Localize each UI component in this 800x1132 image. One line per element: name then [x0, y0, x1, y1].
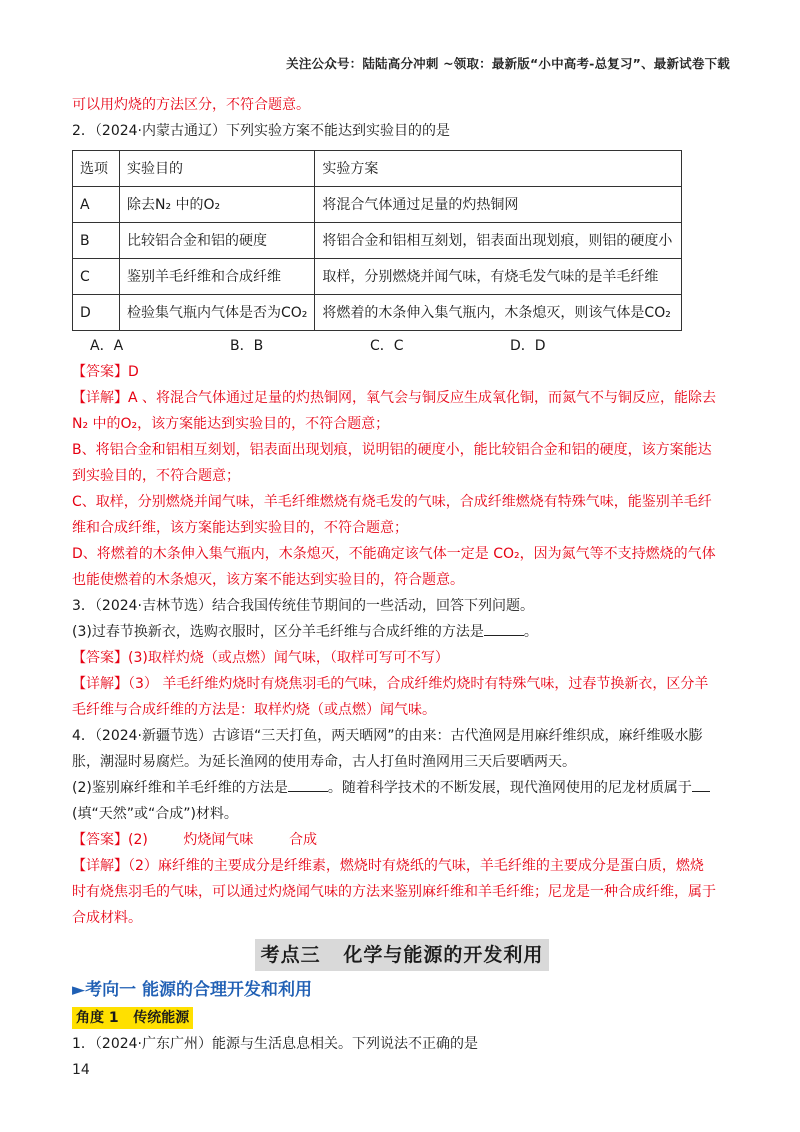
detail-line: 到实验目的，不符合题意；	[72, 468, 240, 484]
q4-sub-last: (填“天然”或“合成”)材料。	[72, 806, 238, 822]
table-cell: 比较铝合金和铝的硬度	[120, 223, 315, 259]
detail-line: 毛纤维与合成纤维的方法是：取样灼烧（或点燃）闻气味。	[72, 702, 436, 718]
angle-heading: 角度 1 传统能源	[72, 1007, 193, 1029]
question-2-stem: 2．（2024·内蒙古通辽）下列实验方案不能达到实验目的的是	[72, 123, 450, 139]
option-d: D．D	[510, 338, 546, 354]
answer-blank	[484, 621, 524, 636]
table-cell: 检验集气瓶内气体是否为CO₂	[120, 295, 315, 331]
table-cell: 将混合气体通过足量的灼热铜网	[315, 187, 682, 223]
detail-line: 维和合成纤维，该方案能达到实验目的，不符合题意；	[72, 520, 408, 536]
detail-line: D、将燃着的木条伸入集气瓶内，木条熄灭，不能确定该气体一定是 CO₂，因为氮气等不支持燃烧的气体	[72, 546, 716, 562]
option-b: B．B	[230, 338, 264, 354]
q2-detail	[72, 385, 732, 593]
table-cell: 将铝合金和铝相互刻划，铝表面出现划痕，则铝的硬度小	[315, 223, 682, 259]
option-c: C．C	[370, 338, 404, 354]
table-cell: 将燃着的木条伸入集气瓶内，木条熄灭，则该气体是CO₂	[315, 295, 682, 331]
detail-line: 【详解】（3） 羊毛纤维灼烧时有烧焦羽毛的气味，合成纤维灼烧时有特殊气味，过春节换新衣，区分羊	[72, 676, 709, 692]
detail-line: C、取样，分别燃烧并闻气味，羊毛纤维燃烧有烧毛发的气味，合成纤维燃烧有特殊气味，能鉴别羊毛纤	[72, 494, 712, 510]
document-body	[72, 92, 732, 1057]
q3-detail	[72, 671, 732, 723]
table-cell: 取样，分别燃烧并闻气味，有烧毛发气味的是羊毛纤维	[315, 259, 682, 295]
q4-sub-text: (2)鉴别麻纤维和羊毛纤维的方法是	[72, 780, 288, 796]
detail-line: 也能使燃着的木条熄灭，该方案不能达到实验目的，符合题意。	[72, 572, 464, 588]
q3-sub-text: (3)过春节换新衣，选购衣服时，区分羊毛纤维与合成纤维的方法是	[72, 624, 484, 640]
table-row	[73, 259, 682, 295]
table-header-cell: 实验目的	[120, 151, 315, 187]
table-cell: C	[73, 259, 120, 295]
detail-line: B、将铝合金和铝相互刻划，铝表面出现划痕，说明铝的硬度小，能比较铝合金和铝的硬度，该方案能达	[72, 442, 712, 458]
table-header-cell: 选项	[73, 151, 120, 187]
table-row	[73, 223, 682, 259]
answer-blank	[288, 777, 328, 792]
section-title-text: 考点三 化学与能源的开发利用	[255, 939, 550, 971]
detail-line: 【详解】A 、将混合气体通过足量的灼热铜网，氧气会与铜反应生成氧化铜，而氮气不与铜反应，能除去	[72, 390, 717, 406]
table-header-cell: 实验方案	[315, 151, 682, 187]
option-a: A．A	[90, 338, 124, 354]
page-number: 14	[72, 1062, 90, 1078]
table-cell: A	[73, 187, 120, 223]
q4-detail	[72, 853, 732, 931]
q4-answer: 【答案】(2) 灼烧闻气味 合成	[72, 832, 318, 848]
question-4-stem-line: 胀，潮湿时易腐烂。为延长渔网的使用寿命，古人打鱼时渔网用三天后要晒两天。	[72, 754, 576, 770]
section-title	[72, 939, 732, 971]
table-cell: D	[73, 295, 120, 331]
table-header-row	[73, 151, 682, 187]
experiment-table	[72, 150, 682, 331]
answer-options	[72, 333, 732, 359]
prev-explanation-tail: 可以用灼烧的方法区分，不符合题意。	[72, 97, 310, 113]
table-cell: 鉴别羊毛纤维和合成纤维	[120, 259, 315, 295]
q2-answer: 【答案】D	[72, 364, 139, 380]
table-cell: B	[73, 223, 120, 259]
question-3-stem: 3．（2024·吉林节选）结合我国传统佳节期间的一些活动，回答下列问题。	[72, 598, 534, 614]
angle-heading-row	[72, 1005, 732, 1031]
q3-answer: 【答案】(3)取样灼烧（或点燃）闻气味，（取样可写可不写）	[72, 650, 449, 666]
direction-heading: ►考向一 能源的合理开发和利用	[72, 980, 312, 1000]
answer-blank	[692, 777, 710, 792]
question-4-sub	[72, 775, 732, 801]
detail-line: N₂ 中的O₂，该方案能达到实验目的，不符合题意；	[72, 416, 390, 432]
page-header: 关注公众号：陆陆高分冲刺 ~领取：最新版“小中高考-总复习”、最新试卷下载	[286, 56, 730, 71]
q3-sub-end: 。	[523, 624, 538, 640]
detail-line: 【详解】（2）麻纤维的主要成分是纤维素，燃烧时有烧纸的气味，羊毛纤维的主要成分是蛋白质，燃烧	[72, 858, 704, 874]
question-4-stem-line: 4．（2024·新疆节选）古谚语“三天打鱼，两天晒网”的由来：古代渔网是用麻纤维织成，麻纤维吸水膨	[72, 728, 703, 744]
question-3-sub	[72, 619, 732, 645]
table-row	[73, 295, 682, 331]
detail-line: 时有烧焦羽毛的气味，可以通过灼烧闻气味的方法来鉴别麻纤维和羊毛纤维；尼龙是一种合成纤维，属于	[72, 884, 716, 900]
detail-line: 合成材料。	[72, 910, 142, 926]
q4-sub-text-2: 。随着科学技术的不断发展，现代渔网使用的尼龙材质属于	[327, 780, 692, 796]
table-row	[73, 187, 682, 223]
question-1-stem: 1．（2024·广东广州）能源与生活息息相关。下列说法不正确的是	[72, 1036, 478, 1052]
table-cell: 除去N₂ 中的O₂	[120, 187, 315, 223]
